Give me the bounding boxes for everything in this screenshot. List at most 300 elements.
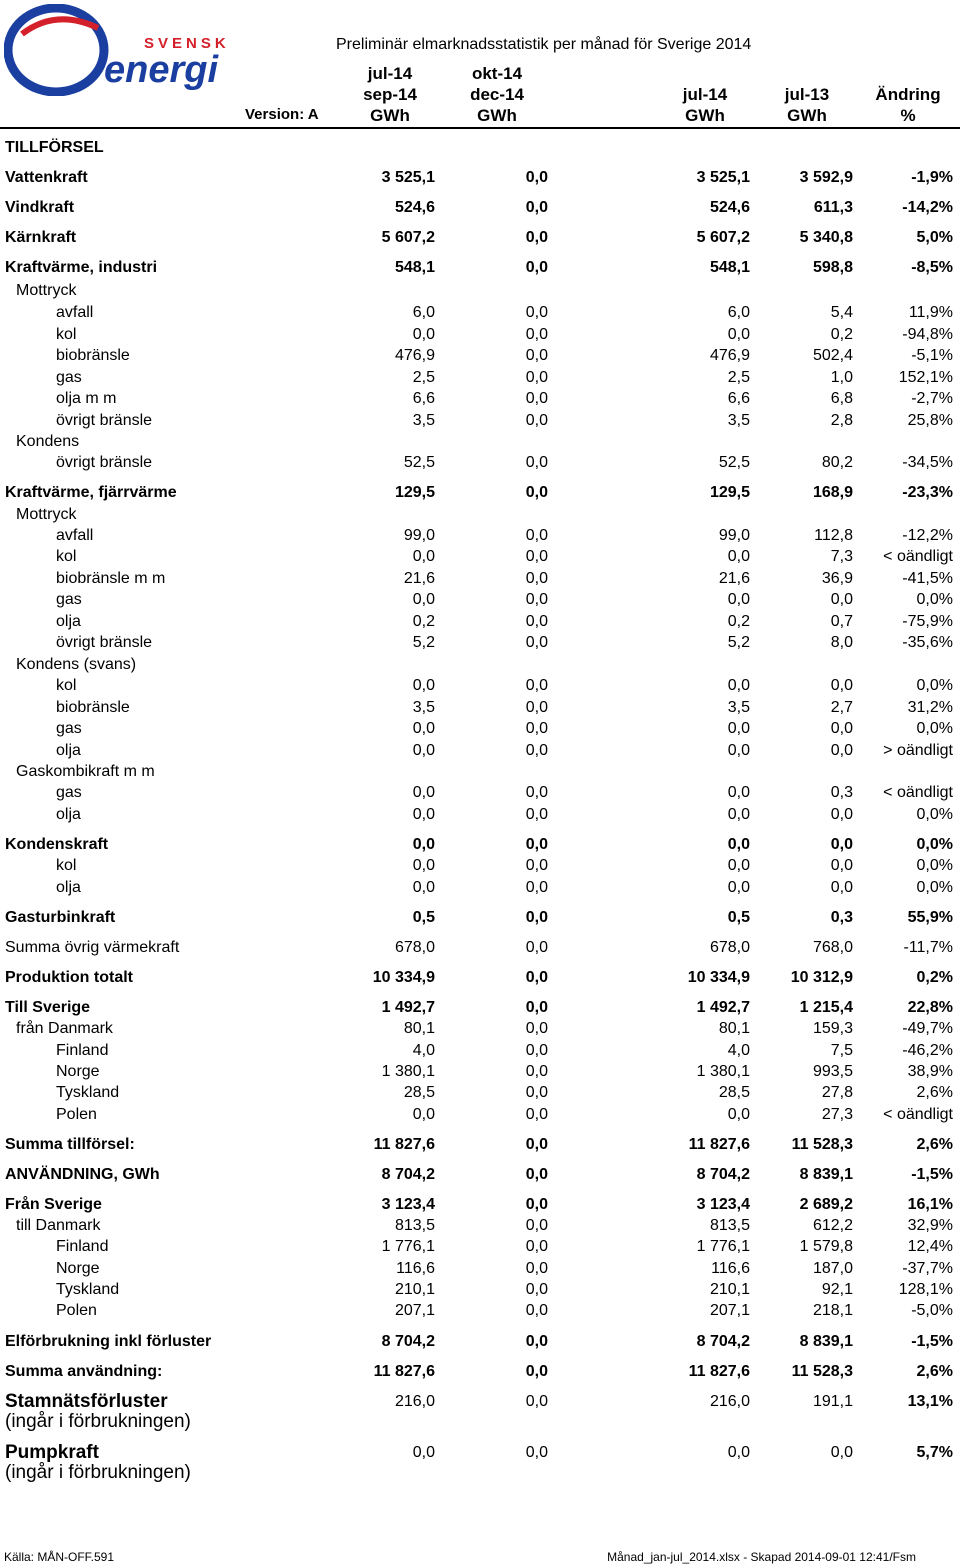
cell-col2: 0,0	[525, 1217, 548, 1234]
cell-col1: 5,2	[412, 634, 435, 651]
cell-col4: 1 579,8	[799, 1238, 853, 1255]
cell-col5: 55,9%	[907, 909, 953, 926]
cell-col4: 8,0	[830, 634, 853, 651]
cell-col2: 0,0	[525, 1020, 548, 1037]
table-row	[0, 1194, 960, 1215]
col3-line3: GWh	[685, 106, 725, 125]
cell-col1: 0,0	[412, 879, 435, 896]
cell-col3: 0,0	[727, 742, 750, 759]
row-label: Polen	[56, 1106, 97, 1123]
table-row	[0, 1104, 960, 1125]
row-label: Gaskombikraft m m	[16, 763, 155, 780]
cell-col5: 0,0%	[916, 857, 953, 874]
table-row	[0, 718, 960, 739]
cell-col1: 10 334,9	[372, 969, 435, 986]
table-row	[0, 1082, 960, 1103]
cell-col5: -46,2%	[902, 1042, 953, 1059]
cell-col4: 3 592,9	[799, 169, 853, 186]
cell-col5: 0,0%	[916, 720, 953, 737]
cell-col5: 0,0%	[916, 879, 953, 896]
cell-col4: 0,0	[830, 836, 853, 853]
cell-col4: 80,2	[821, 454, 853, 471]
cell-col5: 2,6%	[916, 1363, 953, 1380]
cell-col2: 0,0	[525, 634, 548, 651]
cell-col1: 0,0	[412, 326, 435, 343]
cell-col1: 11 827,6	[373, 1136, 435, 1153]
cell-col2: 0,0	[525, 699, 548, 716]
cell-col1: 207,1	[394, 1302, 435, 1319]
cell-col2: 0,0	[525, 1238, 548, 1255]
table-row	[0, 1040, 960, 1061]
cell-col3: 5 607,2	[696, 229, 750, 246]
table-row	[0, 546, 960, 567]
col5-line3: %	[900, 106, 916, 125]
cell-col2: 0,0	[525, 1393, 548, 1410]
table-row	[0, 761, 960, 782]
cell-col1: 1 776,1	[381, 1238, 435, 1255]
row-label: avfall	[56, 304, 94, 321]
table-row	[0, 855, 960, 876]
column-header-4	[762, 84, 852, 126]
cell-col3: 476,9	[709, 347, 750, 364]
table-row	[0, 280, 960, 301]
logo-main-text: energi	[104, 49, 219, 91]
cell-col1: 99,0	[403, 527, 435, 544]
col4-line2: jul-13	[784, 85, 830, 104]
cell-col2: 0,0	[525, 1063, 548, 1080]
cell-col3: 548,1	[709, 259, 750, 276]
row-label: Finland	[56, 1238, 109, 1255]
cell-col1: 0,0	[412, 857, 435, 874]
row-label: Kondens (svans)	[16, 656, 137, 673]
header-divider	[0, 127, 960, 129]
special-row-sublabel: (ingår i förbrukningen)	[5, 1462, 191, 1483]
cell-col2: 0,0	[525, 1166, 548, 1183]
cell-col2: 0,0	[525, 1106, 548, 1123]
cell-col2: 0,0	[525, 969, 548, 986]
row-label: gas	[56, 369, 82, 386]
cell-col3: 3,5	[727, 412, 750, 429]
cell-col4: 112,8	[814, 527, 853, 544]
cell-col5: -2,7%	[911, 390, 953, 407]
row-label: Kondenskraft	[5, 836, 109, 853]
cell-col1: 0,0	[412, 1106, 435, 1123]
row-label: kol	[56, 677, 77, 694]
table-row	[0, 1300, 960, 1321]
table-row	[0, 997, 960, 1018]
cell-col5: 12,4%	[907, 1238, 953, 1255]
cell-col3: 116,6	[711, 1260, 750, 1277]
table-row	[0, 740, 960, 761]
cell-col1: 5 607,2	[381, 229, 435, 246]
cell-col4: 0,0	[830, 879, 853, 896]
row-label: olja m m	[56, 390, 117, 407]
row-label: Summa användning:	[5, 1363, 163, 1380]
cell-col1: 3 123,4	[381, 1196, 435, 1213]
table-row	[0, 482, 960, 503]
cell-col3: 80,1	[718, 1020, 750, 1037]
cell-col4: 11 528,3	[791, 1136, 853, 1153]
cell-col3: 0,0	[727, 1106, 750, 1123]
cell-col1: 210,1	[394, 1281, 435, 1298]
row-label: Vindkraft	[5, 199, 75, 216]
cell-col2: 0,0	[525, 259, 548, 276]
cell-col4: 0,0	[830, 591, 853, 608]
cell-col4: 5,4	[830, 304, 853, 321]
table-row	[0, 388, 960, 409]
cell-col2: 0,0	[525, 229, 548, 246]
cell-col2: 0,0	[525, 939, 548, 956]
cell-col1: 116,6	[396, 1260, 435, 1277]
cell-col3: 3,5	[727, 699, 750, 716]
cell-col1: 0,0	[412, 806, 435, 823]
cell-col3: 0,0	[727, 857, 750, 874]
cell-col2: 0,0	[525, 548, 548, 565]
cell-col3: 28,5	[718, 1084, 750, 1101]
cell-col3: 813,5	[709, 1217, 750, 1234]
row-label: Kraftvärme, fjärrvärme	[5, 484, 177, 501]
table-row	[0, 568, 960, 589]
cell-col5: 31,2%	[907, 699, 953, 716]
cell-col5: 2,6%	[916, 1136, 953, 1153]
cell-col2: 0,0	[525, 1363, 548, 1380]
cell-col4: 0,7	[830, 613, 853, 630]
row-label: till Danmark	[16, 1217, 101, 1234]
cell-col4: 0,2	[830, 326, 853, 343]
table-row	[0, 167, 960, 188]
row-label: Polen	[56, 1302, 97, 1319]
cell-col4: 2 689,2	[799, 1196, 853, 1213]
table-row	[0, 967, 960, 988]
row-label: Kondens	[16, 433, 80, 450]
cell-col4: 611,3	[813, 199, 853, 216]
logo-top-text: SVENSK	[144, 35, 230, 52]
cell-col1: 6,0	[412, 304, 435, 321]
cell-col2: 0,0	[525, 857, 548, 874]
cell-col3: 0,0	[727, 784, 750, 801]
special-row-sublabel: (ingår i förbrukningen)	[5, 1411, 191, 1432]
cell-col5: 22,8%	[907, 999, 953, 1016]
cell-col5: -1,9%	[911, 169, 953, 186]
cell-col4: 1,0	[830, 369, 853, 386]
row-label: Mottryck	[16, 282, 77, 299]
cell-col5: -1,5%	[911, 1333, 953, 1350]
cell-col1: 0,0	[412, 1444, 435, 1461]
row-label: TILLFÖRSEL	[5, 139, 104, 156]
column-header-2	[452, 63, 542, 126]
table-row	[0, 1061, 960, 1082]
table-row	[0, 877, 960, 898]
cell-col1: 129,5	[394, 484, 435, 501]
cell-col2: 0,0	[525, 1302, 548, 1319]
table-row	[0, 632, 960, 653]
cell-col4: 0,3	[830, 909, 853, 926]
table-row	[0, 804, 960, 825]
cell-col5: -34,5%	[902, 454, 953, 471]
cell-col5: -41,5%	[902, 570, 953, 587]
cell-col3: 0,0	[727, 591, 750, 608]
column-header-3	[660, 84, 750, 126]
row-label: Elförbrukning inkl förluster	[5, 1333, 212, 1350]
cell-col4: 0,0	[830, 806, 853, 823]
row-label: gas	[56, 720, 82, 737]
cell-col2: 0,0	[525, 570, 548, 587]
cell-col1: 0,0	[412, 742, 435, 759]
row-label: biobränsle	[56, 699, 130, 716]
row-label: olja	[56, 613, 81, 630]
cell-col1: 0,0	[412, 784, 435, 801]
cell-col2: 0,0	[525, 1042, 548, 1059]
cell-col3: 1 492,7	[696, 999, 750, 1016]
cell-col2: 0,0	[525, 304, 548, 321]
table-row	[0, 197, 960, 218]
cell-col5: -12,2%	[902, 527, 953, 544]
cell-col5: 11,9%	[908, 304, 953, 321]
cell-col4: 11 528,3	[791, 1363, 853, 1380]
cell-col4: 0,0	[830, 742, 853, 759]
cell-col5: 0,0%	[916, 677, 953, 694]
cell-col3: 0,0	[727, 720, 750, 737]
cell-col1: 0,5	[412, 909, 435, 926]
cell-col5: 0,0%	[916, 591, 953, 608]
cell-col1: 678,0	[394, 939, 435, 956]
cell-col1: 11 827,6	[373, 1363, 435, 1380]
row-label: olja	[56, 806, 81, 823]
cell-col4: 7,5	[830, 1042, 853, 1059]
cell-col2: 0,0	[525, 169, 548, 186]
row-label: Tyskland	[56, 1084, 120, 1101]
cell-col4: 0,0	[830, 857, 853, 874]
cell-col5: -49,7%	[902, 1020, 953, 1037]
cell-col5: 128,1%	[898, 1281, 953, 1298]
cell-col3: 2,5	[727, 369, 750, 386]
cell-col4: 92,1	[821, 1281, 853, 1298]
table-row	[0, 1331, 960, 1352]
cell-col3: 6,0	[727, 304, 750, 321]
row-label: Gasturbinkraft	[5, 909, 116, 926]
table-row	[0, 1134, 960, 1155]
cell-col4: 0,0	[830, 677, 853, 694]
special-row-label: Pumpkraft	[5, 1442, 99, 1463]
table-row	[0, 302, 960, 323]
cell-col2: 0,0	[525, 909, 548, 926]
row-label: Produktion totalt	[5, 969, 133, 986]
cell-col4: 10 312,9	[790, 969, 853, 986]
row-label: biobränsle m m	[56, 570, 166, 587]
cell-col2: 0,0	[525, 1260, 548, 1277]
cell-col3: 524,6	[709, 199, 750, 216]
cell-col2: 0,0	[525, 1281, 548, 1298]
cell-col3: 52,5	[718, 454, 750, 471]
special-row-label: Stamnätsförluster	[5, 1391, 168, 1412]
cell-col4: 6,8	[830, 390, 853, 407]
cell-col1: 813,5	[394, 1217, 435, 1234]
cell-col4: 768,0	[812, 939, 853, 956]
row-label: gas	[56, 591, 82, 608]
cell-col5: 25,8%	[907, 412, 953, 429]
cell-col4: 191,1	[812, 1393, 853, 1410]
cell-col2: 0,0	[525, 742, 548, 759]
table-row	[0, 227, 960, 248]
table-row	[0, 1018, 960, 1039]
cell-col5: 2,6%	[916, 1084, 953, 1101]
cell-col2: 0,0	[525, 347, 548, 364]
row-label: Summa tillförsel:	[5, 1136, 135, 1153]
cell-col2: 0,0	[525, 199, 548, 216]
table-row	[0, 697, 960, 718]
cell-col3: 21,6	[718, 570, 750, 587]
row-label: kol	[56, 326, 77, 343]
row-label: Till Sverige	[5, 999, 91, 1016]
cell-col4: 8 839,1	[799, 1166, 853, 1183]
cell-col4: 187,0	[812, 1260, 853, 1277]
cell-col1: 0,2	[412, 613, 435, 630]
column-header-5	[862, 84, 954, 126]
cell-col3: 0,5	[727, 909, 750, 926]
row-label: Norge	[56, 1063, 100, 1080]
cell-col3: 11 827,6	[688, 1136, 750, 1153]
cell-col5: 5,0%	[916, 229, 953, 246]
cell-col2: 0,0	[525, 1333, 548, 1350]
cell-col3: 8 704,2	[696, 1166, 750, 1183]
row-label: avfall	[56, 527, 94, 544]
cell-col1: 52,5	[403, 454, 435, 471]
cell-col5: < oändligt	[883, 1106, 953, 1123]
cell-col3: 0,0	[727, 836, 750, 853]
row-label: från Danmark	[16, 1020, 113, 1037]
cell-col2: 0,0	[525, 1444, 548, 1461]
cell-col2: 0,0	[525, 326, 548, 343]
cell-col4: 0,0	[830, 720, 853, 737]
cell-col1: 1 380,1	[381, 1063, 435, 1080]
cell-col1: 0,0	[412, 591, 435, 608]
cell-col4: 8 839,1	[799, 1333, 853, 1350]
cell-col2: 0,0	[525, 1084, 548, 1101]
cell-col2: 0,0	[525, 484, 548, 501]
page-title: Preliminär elmarknadsstatistik per månad för Sverige 2014	[336, 36, 752, 53]
cell-col2: 0,0	[525, 613, 548, 630]
row-label: kol	[56, 857, 77, 874]
cell-col1: 28,5	[403, 1084, 435, 1101]
cell-col2: 0,0	[525, 454, 548, 471]
cell-col1: 524,6	[394, 199, 435, 216]
cell-col4: 2,8	[830, 412, 853, 429]
row-label: Vattenkraft	[5, 169, 88, 186]
cell-col5: 38,9%	[907, 1063, 953, 1080]
cell-col3: 8 704,2	[696, 1333, 750, 1350]
row-label: övrigt bränsle	[56, 412, 153, 429]
row-label: kol	[56, 548, 77, 565]
table-row	[0, 452, 960, 473]
cell-col1: 0,0	[412, 548, 435, 565]
cell-col1: 0,0	[412, 836, 435, 853]
cell-col1: 4,0	[412, 1042, 435, 1059]
cell-col2: 0,0	[525, 390, 548, 407]
cell-col2: 0,0	[525, 369, 548, 386]
cell-col3: 3 525,1	[696, 169, 750, 186]
cell-col5: 0,2%	[916, 969, 953, 986]
cell-col2: 0,0	[525, 677, 548, 694]
row-label: biobränsle	[56, 347, 130, 364]
cell-col3: 0,0	[727, 677, 750, 694]
cell-col5: -75,9%	[902, 613, 953, 630]
cell-col3: 6,6	[727, 390, 750, 407]
cell-col5: 152,1%	[898, 369, 953, 386]
cell-col3: 0,2	[727, 613, 750, 630]
table-row	[0, 1215, 960, 1236]
cell-col4: 7,3	[830, 548, 853, 565]
table-row	[0, 937, 960, 958]
cell-col3: 99,0	[718, 527, 750, 544]
cell-col5: -11,7%	[903, 939, 953, 956]
cell-col2: 0,0	[525, 1136, 548, 1153]
cell-col1: 8 704,2	[381, 1333, 435, 1350]
row-label: olja	[56, 742, 81, 759]
row-label: Kärnkraft	[5, 229, 77, 246]
cell-col5: -5,0%	[911, 1302, 953, 1319]
row-label: olja	[56, 879, 81, 896]
col1-line1: jul-14	[367, 64, 413, 83]
cell-col1: 8 704,2	[381, 1166, 435, 1183]
cell-col5: -5,1%	[911, 347, 953, 364]
row-label: Mottryck	[16, 506, 77, 523]
col2-line3: GWh	[477, 106, 517, 125]
table-row	[0, 611, 960, 632]
special-row	[0, 1391, 960, 1435]
cell-col4: 0,3	[830, 784, 853, 801]
col2-line2: dec-14	[470, 85, 524, 104]
column-header-1	[345, 63, 435, 126]
table-row	[0, 525, 960, 546]
cell-col5: -94,8%	[902, 326, 953, 343]
cell-col2: 0,0	[525, 806, 548, 823]
table-row	[0, 834, 960, 855]
col2-line1: okt-14	[471, 64, 523, 83]
col5-line2: Ändring	[875, 85, 941, 104]
table-row	[0, 431, 960, 452]
cell-col5: -23,3%	[902, 484, 953, 501]
cell-col5: -35,6%	[902, 634, 953, 651]
cell-col5: -1,5%	[911, 1166, 953, 1183]
cell-col1: 80,1	[403, 1020, 435, 1037]
cell-col1: 476,9	[394, 347, 435, 364]
cell-col5: -14,2%	[902, 199, 953, 216]
table-row	[0, 1279, 960, 1300]
cell-col1: 3 525,1	[381, 169, 435, 186]
logo-icon	[4, 4, 254, 96]
special-row	[0, 1442, 960, 1486]
cell-col1: 21,6	[403, 570, 435, 587]
cell-col1: 548,1	[394, 259, 435, 276]
row-label: Från Sverige	[5, 1196, 102, 1213]
cell-col5: < oändligt	[883, 548, 953, 565]
cell-col3: 5,2	[727, 634, 750, 651]
row-label: övrigt bränsle	[56, 454, 153, 471]
row-label: övrigt bränsle	[56, 634, 153, 651]
col3-line2: jul-14	[682, 85, 728, 104]
table-row	[0, 324, 960, 345]
cell-col2: 0,0	[525, 879, 548, 896]
cell-col4: 27,3	[821, 1106, 853, 1123]
row-label: Norge	[56, 1260, 100, 1277]
table-row	[0, 654, 960, 675]
cell-col2: 0,0	[525, 999, 548, 1016]
table-row	[0, 137, 960, 158]
table-row	[0, 504, 960, 525]
cell-col1: 2,5	[412, 369, 435, 386]
cell-col4: 5 340,8	[799, 229, 853, 246]
cell-col3: 1 776,1	[696, 1238, 750, 1255]
